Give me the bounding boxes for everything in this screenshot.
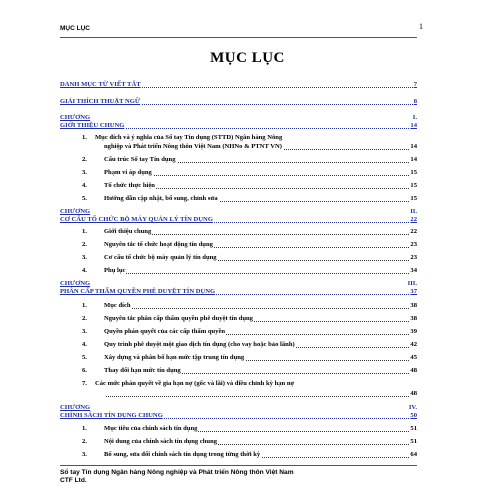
footer-divider xyxy=(60,465,417,466)
toc-chapter-1-label[interactable]: CHƯƠNG I. xyxy=(60,114,417,121)
toc-item-3-1[interactable]: 1. Mục đích 38 xyxy=(82,302,417,309)
toc-item-1-1-cont[interactable]: nghiệp và Phát triển Nông thôn Việt Nam (NHNo & PTNT VN) 14 xyxy=(104,143,417,150)
toc-item-3-4[interactable]: 4. Quy trình phê duyệt một giao dịch tín dụng (cho vay hoặc bảo lãnh) 42 xyxy=(82,341,417,348)
toc-chapter-1-title[interactable]: GIỚI THIỆU CHUNG 14 xyxy=(60,122,417,129)
toc-item-3-6[interactable]: 6. Thay đổi hạn mức tín dụng 48 xyxy=(82,367,417,374)
page-number: 1 xyxy=(419,22,423,31)
header-divider xyxy=(60,37,417,38)
page-footer xyxy=(60,469,294,485)
toc-chapter-3-title[interactable]: PHÂN CẤP THẨM QUYỀN PHÊ DUYỆT TÍN DỤNG 37 xyxy=(60,288,417,295)
toc-item-2-2[interactable]: 2. Nguyên tắc tổ chức hoạt động tín dụng 23 xyxy=(82,241,417,248)
header-label: MỤC LỤC xyxy=(60,25,90,32)
toc-item-2-4[interactable]: 4. Phụ lục 34 xyxy=(82,267,417,274)
toc-item-1-2[interactable]: 2. Cấu trúc Sổ tay Tín dụng 14 xyxy=(82,156,417,163)
toc-item-3-7-cont[interactable]: 48 xyxy=(82,389,417,399)
footer-line-1: Sổ tay Tín dụng Ngân hàng Nông nghiệp và Phát triển Nông thôn Việt Nam xyxy=(60,469,294,476)
toc-chapter-4-label[interactable]: CHƯƠNG IV. xyxy=(60,404,417,411)
toc-item-4-2[interactable]: 2. Nội dung của chính sách tín dụng chung 51 xyxy=(82,438,417,445)
toc-chapter-2-title[interactable]: CƠ CẤU TỔ CHỨC BỘ MÁY QUẢN LÝ TÍN DỤNG 22 xyxy=(60,216,417,223)
toc-item-1-3[interactable]: 3. Phạm vi áp dụng 15 xyxy=(82,169,417,176)
toc-item-3-5[interactable]: 5. Xây dựng và phân bổ hạn mức tập trung tín dụng 45 xyxy=(82,354,417,361)
toc-item-4-3[interactable]: 3. Bổ sung, sửa đổi chính sách tín dụng trong từng thời kỳ 64 xyxy=(82,451,417,458)
toc-item-1-1[interactable]: 1. Mục đích và ý nghĩa của Sổ tay Tín dụng (STTD) Ngân hàng Nông xyxy=(82,134,283,141)
toc-item-2-3[interactable]: 3. Cơ cấu tổ chức bộ máy quản lý tín dụng 23 xyxy=(82,254,417,261)
toc-item-1-4[interactable]: 4. Tổ chức thực hiện 15 xyxy=(82,182,417,189)
footer-line-2: CTF Ltd. xyxy=(60,477,87,484)
toc-item-3-7[interactable]: 7. Các mức phán quyết về gia hạn nợ (gốc và lãi) và điều chỉnh kỳ hạn nợ xyxy=(82,380,295,387)
toc-item-4-1[interactable]: 1. Mục tiêu của chính sách tín dụng 51 xyxy=(82,425,417,432)
toc-item-2-1[interactable]: 1. Giới thiệu chung 22 xyxy=(82,228,417,235)
page-title: MỤC LỤC xyxy=(210,50,285,66)
toc-chapter-3-label[interactable]: CHƯƠNG III. xyxy=(60,280,417,287)
toc-entry-abbreviations[interactable]: DANH MỤC TỪ VIẾT TẮT 7 xyxy=(60,81,417,88)
toc-item-3-2[interactable]: 2. Nguyên tắc phân cấp thẩm quyền phê duyệt tín dụng 38 xyxy=(82,315,417,322)
toc-chapter-2-label[interactable]: CHƯƠNG II. xyxy=(60,208,417,215)
toc-item-1-5[interactable]: 5. Hướng dẫn cập nhật, bổ sung, chỉnh sửa 15 xyxy=(82,195,417,202)
toc-chapter-4-title[interactable]: CHÍNH SÁCH TÍN DỤNG CHUNG 50 xyxy=(60,412,417,419)
toc-entry-glossary[interactable]: GIẢI THÍCH THUẬT NGỮ 8 xyxy=(60,98,417,105)
toc-item-3-3[interactable]: 3. Quyền phán quyết của các cấp thẩm quyền 39 xyxy=(82,328,417,335)
